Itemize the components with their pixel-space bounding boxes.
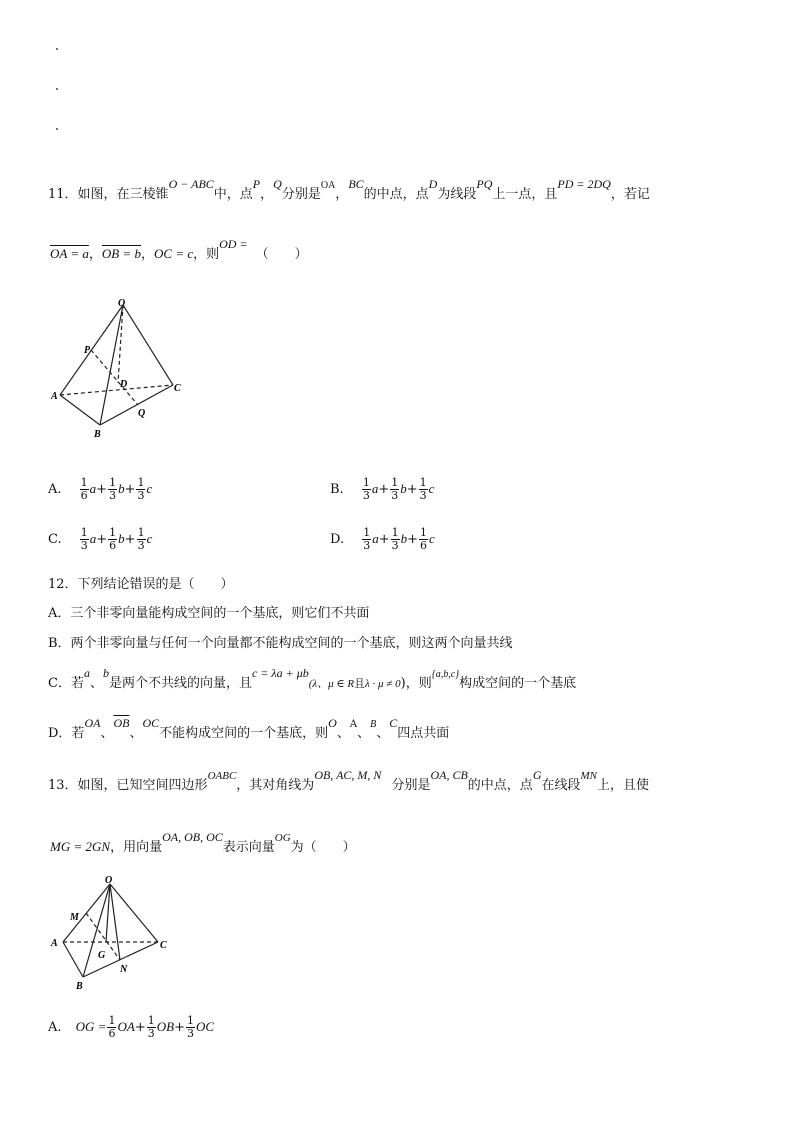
- q11-text: 分别是: [281, 187, 321, 202]
- q12c-condition2: λ · μ ≠ 0: [365, 678, 401, 690]
- fig11-label-c: C: [174, 383, 181, 394]
- q13-segment-mn: MN: [580, 770, 597, 782]
- q11-vector-oa: OA = a: [50, 246, 89, 261]
- option-label: A.: [48, 482, 62, 497]
- q11-text: 上一点，且: [492, 187, 558, 202]
- vector-b: b: [118, 481, 125, 496]
- q12c-equation: c = λa + μb: [251, 666, 309, 680]
- q12d-point-o: O: [328, 716, 337, 730]
- q11-point-q: Q: [273, 177, 282, 191]
- vector-c: c: [146, 531, 153, 546]
- vector-a: a: [89, 481, 97, 496]
- q11-text: 的中点，点: [363, 187, 429, 202]
- fig11-label-d: D: [120, 379, 128, 390]
- fig13-label-o: O: [105, 875, 113, 886]
- q12c-text: 是两个不共线的向量，且: [108, 676, 252, 691]
- q11-text: 为线段: [437, 187, 477, 202]
- q11-vector-ob: OB = b: [101, 246, 141, 261]
- q11-option-c[interactable]: C. $\frac{1}{3}$ a+ $\frac{1}{6}$ b+ $\frac{1}{3}$ c: [48, 526, 153, 552]
- q12-option-d[interactable]: [48, 716, 450, 741]
- q12c-text: 且: [354, 677, 366, 690]
- q11-segment-bc: BC: [348, 177, 364, 191]
- fig13-label-b: B: [76, 981, 83, 992]
- option-label: B.: [330, 482, 344, 497]
- q13-midpoints: OA, CB: [430, 768, 468, 782]
- q11-pyramid: O − ABC: [168, 177, 214, 191]
- coef-fraction: $\frac{1}{3}$: [391, 476, 399, 502]
- q13-vectors: OA, OB, OC: [162, 830, 223, 844]
- q12d-point-b: B: [370, 719, 377, 730]
- q12d-text: 不能构成空间的一个基底，则: [159, 726, 329, 741]
- q11-ratio: PD = 2DQ: [557, 177, 611, 191]
- vector-a: a: [89, 531, 97, 546]
- q11-option-d[interactable]: D. $\frac{1}{3}$ a+ $\frac{1}{3}$ b+ $\frac{1}{6}$ c: [330, 526, 435, 552]
- q12c-vector-a: a: [83, 666, 90, 680]
- q11-text: ，若记: [610, 187, 650, 202]
- q11-stem-line2: [50, 237, 308, 262]
- q12-option-c[interactable]: C．若a、b是两个不共线的向量，且c = λa + μb(λ、μ ∈ R且λ · μ ≠ 0)，则$^{\{a,b,c\}}$构成空间的一个基底: [48, 666, 577, 691]
- q13-quadrilateral: OABC: [207, 770, 237, 782]
- q12d-text: D．若: [48, 726, 85, 741]
- coef-fraction: $\frac{1}{3}$: [363, 526, 371, 552]
- q11-segment-pq: PQ: [476, 177, 493, 191]
- coef-fraction: $\frac{1}{3}$: [362, 476, 370, 502]
- q11-od: OD =: [219, 237, 248, 251]
- q13-number: 13．: [48, 778, 78, 793]
- vector-c: c: [429, 531, 435, 546]
- separator: 、: [336, 726, 350, 741]
- q11-text: ，: [335, 187, 349, 202]
- vector-c: c: [428, 481, 435, 496]
- coef-fraction: $\frac{1}{3}$: [137, 526, 145, 552]
- coef-fraction: $\frac{1}{3}$: [147, 1014, 155, 1040]
- q13-tetrahedron-figure: [48, 872, 188, 997]
- fig11-label-b: B: [94, 429, 101, 440]
- q11-comma: ，: [141, 247, 155, 262]
- q12d-text: 四点共面: [397, 726, 450, 741]
- q12c-vector-b: b: [102, 666, 109, 680]
- q11-stem-line1: [48, 177, 650, 202]
- q12d-point-c: C: [389, 716, 398, 730]
- q11-answer-blank: （ ）: [255, 247, 308, 262]
- fig13-label-n: N: [120, 964, 128, 975]
- fig13-label-g: G: [98, 950, 106, 961]
- option-label: A.: [48, 1020, 62, 1035]
- q13a-term-oa: OA: [117, 1019, 135, 1034]
- q12c-text: 构成空间的一个基底: [459, 676, 577, 691]
- q13-text: 上，且使: [597, 778, 650, 793]
- fig13-label-m: M: [70, 912, 79, 923]
- q12d-point-a: A: [349, 719, 358, 730]
- q13-stem-line2: [50, 830, 356, 855]
- coef-fraction: $\frac{1}{3}$: [109, 476, 117, 502]
- fig13-label-c: C: [160, 940, 167, 951]
- vector-b: b: [400, 531, 408, 546]
- q11-text: ，: [260, 187, 274, 202]
- coef-fraction: $\frac{1}{3}$: [419, 476, 427, 502]
- vector-a: a: [371, 481, 379, 496]
- coef-fraction: $\frac{1}{6}$: [108, 1014, 116, 1040]
- q12-stem: 12．下列结论错误的是（ ）: [48, 577, 234, 592]
- q12c-text: )，则: [400, 676, 432, 691]
- q13-text: 如图，已知空间四边形: [77, 778, 208, 793]
- q11-text: ，则: [193, 247, 220, 262]
- q13-text: 表示向量: [222, 840, 275, 855]
- scan-dot: [56, 128, 58, 130]
- separator: 、: [129, 726, 143, 741]
- option-label: D.: [330, 532, 345, 547]
- q11-segment-oa: OA: [320, 180, 336, 191]
- vector-b: b: [118, 531, 125, 546]
- vector-a: a: [372, 531, 379, 546]
- q12d-vector-oc: OC: [142, 716, 160, 730]
- q11-point-p: P: [252, 177, 261, 191]
- separator: 、: [100, 726, 114, 741]
- q12d-vector-ob: $\overline{OB}$: [113, 716, 130, 730]
- q12-option-b[interactable]: B．两个非零向量与任何一个向量都不能构成空间的一个基底，则这两个向量共线: [48, 636, 513, 651]
- fig13-label-a: A: [51, 938, 58, 949]
- separator: 、: [376, 726, 390, 741]
- vector-c: c: [146, 481, 153, 496]
- coef-fraction: $\frac{1}{6}$: [109, 526, 117, 552]
- q12-option-a[interactable]: A．三个非零向量能构成空间的一个基底，则它们不共面: [48, 606, 370, 621]
- q13a-lhs: OG =: [75, 1019, 107, 1034]
- scan-dot: [56, 88, 58, 90]
- fig11-label-a: A: [51, 391, 58, 402]
- fig11-label-o: O: [118, 298, 126, 309]
- q13-text: 为（ ）: [290, 840, 356, 855]
- coef-fraction: $\frac{1}{3}$: [391, 526, 399, 552]
- q12c-text: C．若: [48, 676, 84, 691]
- coef-fraction: $\frac{1}{3}$: [80, 526, 88, 552]
- q13-option-a[interactable]: A. OG = $\frac{1}{6}$ OA+ $\frac{1}{3}$ OB+ $\frac{1}{3}$ OC: [48, 1014, 215, 1040]
- q13a-term-ob: OB: [156, 1019, 175, 1034]
- q13-stem-line1: [48, 768, 650, 793]
- fig11-label-p: P: [84, 345, 91, 356]
- option-label: C.: [48, 532, 62, 547]
- coef-fraction: $\frac{1}{3}$: [137, 476, 145, 502]
- q11-comma: ，: [88, 247, 102, 262]
- q11-number: 11．: [48, 187, 78, 202]
- q11-option-a[interactable]: A. $\frac{1}{6}$ a+ $\frac{1}{3}$ b+ $\frac{1}{3}$ c: [48, 476, 153, 502]
- q13-text: ，其对角线为: [236, 778, 315, 793]
- q13-text: ，用向量: [110, 840, 163, 855]
- q12c-condition: (λ、μ ∈ R: [308, 678, 355, 690]
- q11-vector-oc: OC = c: [154, 246, 194, 261]
- q11-pyramid-figure: [48, 295, 198, 445]
- q13-ratio: MG = 2GN: [50, 839, 111, 854]
- coef-fraction: $\frac{1}{6}$: [420, 526, 428, 552]
- q13-diagonals: OB, AC, M, N: [314, 768, 382, 782]
- q11-text: 中，点: [213, 187, 253, 202]
- q13-point-g: G: [532, 768, 542, 782]
- scan-dot: [56, 48, 58, 50]
- vector-b: b: [400, 481, 407, 496]
- q12d-vector-oa: OA: [84, 716, 101, 730]
- coef-fraction: $\frac{1}{3}$: [186, 1014, 194, 1040]
- q11-option-b[interactable]: B. $\frac{1}{3}$ a+ $\frac{1}{3}$ b+ $\frac{1}{3}$ c: [330, 476, 435, 502]
- q13-text: 分别是: [391, 778, 431, 793]
- q11-point-d: D: [428, 177, 438, 191]
- q13-text: 在线段: [541, 778, 581, 793]
- q11-text: 如图，在三棱锥: [77, 187, 169, 202]
- coef-fraction: $\frac{1}{6}$: [80, 476, 88, 502]
- q13a-term-oc: OC: [195, 1019, 215, 1034]
- q12c-set: {a,b,c}: [431, 669, 460, 680]
- q13-vector-og: OG: [274, 832, 291, 844]
- fig11-label-q: Q: [138, 408, 146, 419]
- q13-text: 的中点，点: [467, 778, 533, 793]
- separator: 、: [357, 726, 371, 741]
